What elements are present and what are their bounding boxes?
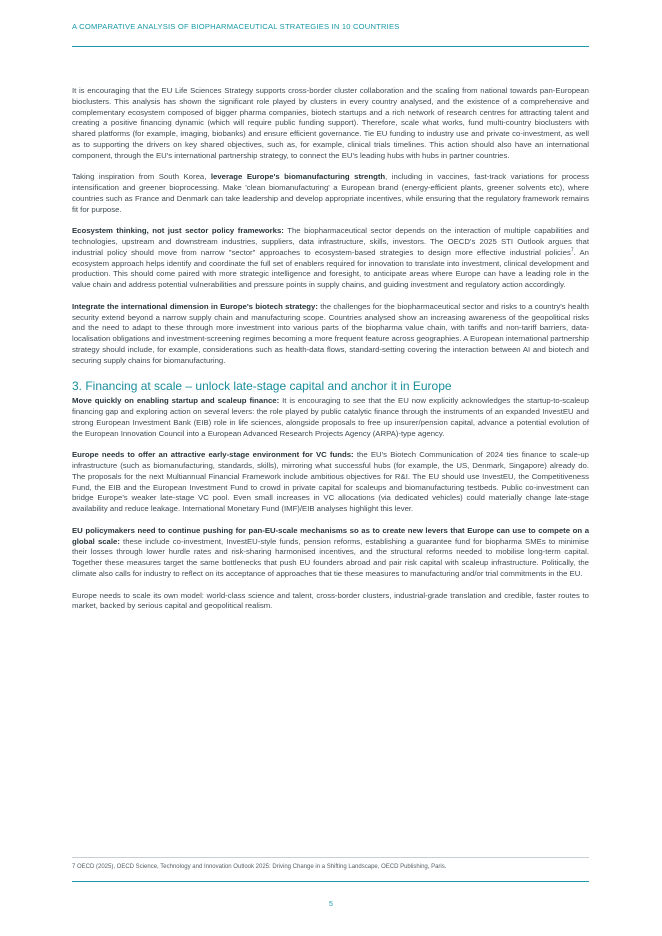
footnote-divider [72, 857, 589, 858]
paragraph-text: these include co-investment, InvestEU-style funds, pension reforms, establishing a guarantee fund for biopharma SMEs to minimise their losses through lower hurdle rates and risk-sharing harmonised incentives, and the structural reforms needed to mobilise long-term capital. Together these measures target the same bottlenecks that push EU founders abroad and pair risk capital with scaleup infrastructure. Politically, the climate also calls for industry to reflect on its acceptance of approaches that tie these measures to manufacturing and/or trial commitments in the EU. [72, 536, 589, 578]
page-number: 5 [329, 901, 333, 908]
paragraph-text: the challenges for the biopharmaceutical sector and risks to a country's health security extend beyond a narrow supply chain and manufacturing scope. Countries analysed show an increasing awareness of the geopolitical risks and the need to adapt to these through more investment into various parts of the biopharma value chain, with tariffs and non-tariff barriers, data-localisation obligations and investment-screening regimes becoming a more frequent feature across geographies. A European international partnership strategy should include, for example, considerations such as health-data flows, standard-setting covering the interaction between AI and biotech and securing supply chains for biomanufacturing. [72, 301, 589, 365]
paragraph-lead: EU policymakers need to continue pushing for pan-EU-scale mechanisms so as to create new levers that Europe can use to compete on a global scale: [72, 525, 589, 546]
paragraph-pan-eu [72, 526, 589, 580]
paragraph-international [72, 302, 589, 367]
header-divider [72, 46, 589, 47]
paragraph-startup-finance [72, 396, 589, 439]
paragraph-ecosystem [72, 226, 589, 291]
footnote: 7 OECD (2025), OECD Science, Technology and Innovation Outlook 2025: Driving Change in a Shifting Landscape, OECD Publishing, Paris. [72, 864, 447, 870]
page-body [72, 86, 589, 622]
paragraph-text: Taking inspiration from South Korea, [72, 172, 211, 182]
paragraph-emphasis: leverage Europe's biomanufacturing strength [210, 172, 386, 182]
paragraph-text: the EU's Biotech Communication of 2024 ties finance to scale-up infrastructure (such as biomanufacturing, standards, skills), mirroring what successful hubs (for example, the US, Denmark, Singapore) already do. The proposals for the next Multiannual Financial Framework include ambitious objectives for R&I. The EU should use InvestEU, the Competitiveness Fund, the EIB and the European Investment Fund to crowd in private capital for scaleups and biomanufacturing testbeds. Public co-investment can bridge Europe's weaker late-stage VC pool. Even small increases in VC allocations (via dedicated vehicles) could materially change late-stage availability and reduce leakage. International Monetary Fund (IMF)/EIB analyses highlight this lever. [72, 450, 589, 513]
paragraph-lead: Ecosystem thinking, not just sector policy frameworks: [72, 226, 284, 236]
footer-divider [72, 881, 589, 882]
paragraph-lead: Europe needs to offer an attractive early-stage environment for VC funds: [72, 450, 354, 460]
paragraph-lead: Integrate the international dimension in Europe's biotech strategy: [72, 301, 318, 311]
paragraph-text: The biopharmaceutical sector depends on the interaction of multiple capabilities and technologies, upstream and downstream industries, suppliers, data infrastructure, skills, investors. The OECD's 2025 STI Outlook argues that industrial policy should move from narrow "sector" approaches to ecosystem-based strategies to design more effective industrial policies [72, 226, 589, 257]
running-header: A COMPARATIVE ANALYSIS OF BIOPHARMACEUTICAL STRATEGIES IN 10 COUNTRIES [72, 22, 400, 31]
paragraph-text: It is encouraging to see that the EU now explicitly acknowledges the startup-to-scaleup financing gap and exploring action on several levers: the role played by public catalytic finance through the instruments of an expanded InvestEU and strong European Investment Bank (EIB) role in life sciences, alongside proposals to free up insurer/pension capital, advance a potential evolution of the European Innovation Council into a European Advanced Research Projects Agency (ARPA)-type agency. [72, 396, 589, 438]
paragraph-clusters: It is encouraging that the EU Life Sciences Strategy supports cross-border cluster collaboration and the scaling from national towards pan-European bioclusters. This analysis has shown the significant role played by clusters in every country analysed, and the existence of a comprehensive and complementary ecosystem composed of bigger pharma companies, biotech startups and a rich network of research centres for attracting talent and creating a positive financing dynamic (which will require public funding support). Therefore, scale what works, fund multi-country bioclusters with shared platforms (for example, imaging, biobanks) and ensure efficient governance. Tie EU funding to industry use and private co-investment, as well as to supporting the drivers on key shared objectives, such as, for example, clinical trials timelines. This action should also have an international component, through the EU's international partnership strategy, to connect the EU's leading hubs with hubs in partner countries. [72, 86, 589, 160]
paragraph-text: . An ecosystem approach helps identify and coordinate the full set of enablers required for innovation to translate into investment, clinical development and production. This should come paired with more strategic intelligence and foresight, to anticipate areas where Europe can have a leading role in the value chain and address potential vulnerabilities and pressure points in supply chains, and guiding investment and regulatory action accordingly. [72, 247, 589, 289]
footnote-reference: 7 [570, 247, 574, 254]
paragraph-conclusion: Europe needs to scale its own model: world-class science and talent, cross-border clusters, industrial-grade translation and credible, faster routes to market, backed by serious capital and geopolitical realism. [72, 590, 589, 611]
paragraph-lead: Move quickly on enabling startup and scaleup finance: [72, 396, 280, 406]
section-heading: 3. Financing at scale – unlock late-stage capital and anchor it in Europe [72, 379, 452, 394]
paragraph-biomanufacturing [72, 172, 589, 215]
paragraph-text: , including in vaccines, fast-track variations for process intensification and greener bioprocessing. Make 'clean biomanufacturing' a European brand (energy-efficient plants, greener solvents etc), where countries such as France and Denmark can take leadership and develop appropriate incentives, while ensuring that the regulatory framework remains fit for purpose. [72, 172, 589, 214]
paragraph-vc-funds [72, 450, 589, 515]
